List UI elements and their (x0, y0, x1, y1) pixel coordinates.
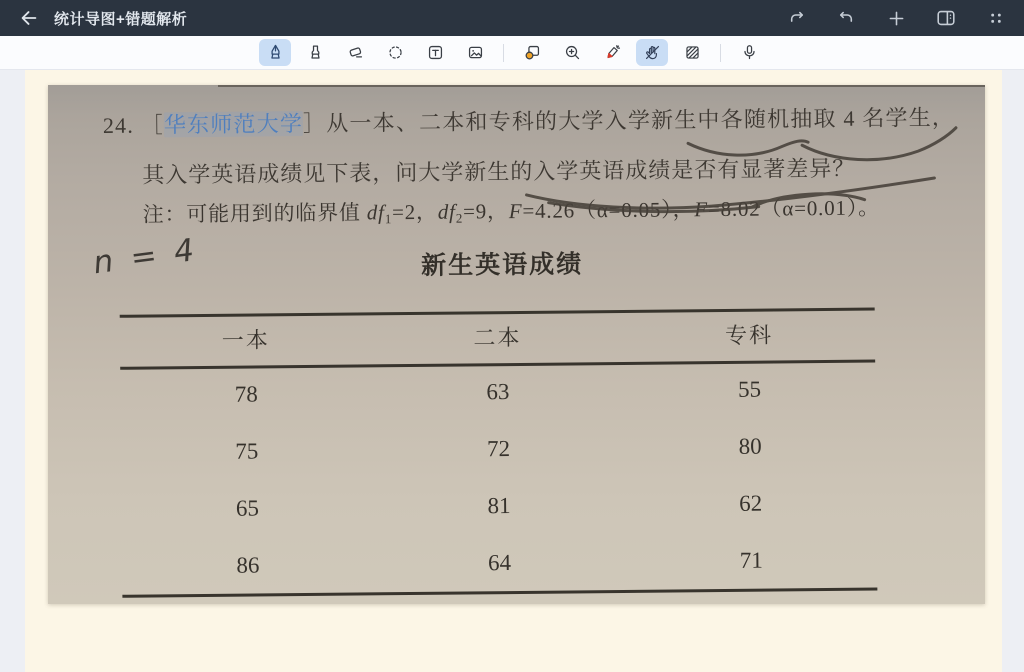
note-canvas[interactable] (0, 70, 1024, 672)
lasso-tool-button[interactable] (379, 39, 411, 66)
table-cell: 62 (739, 490, 763, 516)
back-arrow-icon (18, 7, 40, 29)
eraser-icon (346, 43, 365, 62)
table-cell: 64 (487, 550, 512, 576)
table-cell: 71 (739, 547, 763, 573)
title-bar (0, 0, 1024, 36)
problem-note-line: 注：可能用到的临界值 $df_1=2$，$df_2=9$，F=4.26（α=0.05），F=8.02（α=0.01）。 (142, 195, 880, 227)
palm-rejection-button[interactable] (636, 39, 668, 66)
image-icon (466, 43, 485, 62)
column-header: 专科 (724, 322, 774, 348)
more-menu-button[interactable] (984, 6, 1008, 30)
add-page-button[interactable] (884, 6, 908, 30)
table-row (121, 417, 877, 481)
lasso-icon (386, 43, 405, 62)
undo-icon (786, 8, 807, 29)
problem-number: 24. (102, 112, 135, 138)
table-row (122, 531, 878, 595)
table-cell: 78 (234, 381, 258, 407)
table-cell: 55 (737, 376, 762, 402)
laser-pointer-icon (603, 43, 622, 62)
problem-source: 华东师范大学 (163, 111, 304, 138)
marker-icon (306, 43, 325, 62)
score-table-header-row (120, 310, 875, 367)
microphone-button[interactable] (733, 39, 765, 66)
sidebar-panel-icon (935, 7, 957, 29)
marker-tool-button[interactable] (299, 39, 331, 66)
pen-icon (266, 43, 285, 62)
text-tool-button[interactable] (419, 39, 451, 66)
problem-line-1: 24. ［华东师范大学］从一本、二本和专科的大学入学新生中各随机抽取 4 名学生， (102, 104, 956, 138)
textbook-scan-image (48, 85, 985, 604)
more-grid-icon (986, 8, 1006, 28)
table-cell: 72 (486, 436, 511, 462)
table-cell: 63 (486, 379, 510, 405)
text-icon (426, 43, 445, 62)
sidebar-panel-button[interactable] (934, 6, 958, 30)
redo-icon (836, 8, 857, 29)
shapes-icon (523, 43, 542, 62)
score-table-title: 新生英语成绩 (421, 251, 584, 280)
plus-icon (886, 8, 907, 29)
laser-pointer-button[interactable] (596, 39, 628, 66)
zoom-in-icon (563, 43, 582, 62)
pattern-icon (683, 43, 702, 62)
column-header: 一本 (221, 327, 270, 353)
undo-button[interactable] (784, 6, 808, 30)
image-tool-button[interactable] (459, 39, 491, 66)
back-button[interactable] (16, 5, 42, 31)
table-cell: 81 (487, 493, 511, 519)
problem-line-2: 其入学英语成绩见下表，问大学新生的入学英语成绩是否有显著差异？ (142, 155, 856, 188)
handwritten-annotation-n4: n = 4 (91, 231, 201, 282)
column-header: 二本 (473, 324, 522, 351)
page-title: 统计导图+错题解析 (54, 10, 188, 28)
toolbar-divider (503, 44, 504, 62)
alpha-001-value: α=0.01 (782, 195, 847, 221)
table-cell: 65 (235, 495, 260, 521)
pattern-tool-button[interactable] (676, 39, 708, 66)
table-cell: 86 (236, 552, 260, 578)
table-cell: 80 (738, 433, 762, 459)
drawing-toolbar (0, 36, 1024, 70)
shapes-tool-button[interactable] (516, 39, 548, 66)
table-row (120, 360, 876, 424)
hand-disabled-icon (643, 43, 662, 62)
zoom-tool-button[interactable] (556, 39, 588, 66)
titlebar-actions (784, 6, 1008, 30)
eraser-tool-button[interactable] (339, 39, 371, 66)
pen-tool-button[interactable] (259, 39, 291, 66)
microphone-icon (740, 43, 759, 62)
table-row (121, 474, 877, 538)
toolbar-divider (720, 44, 721, 62)
redo-button[interactable] (834, 6, 858, 30)
table-cell: 75 (235, 438, 259, 464)
